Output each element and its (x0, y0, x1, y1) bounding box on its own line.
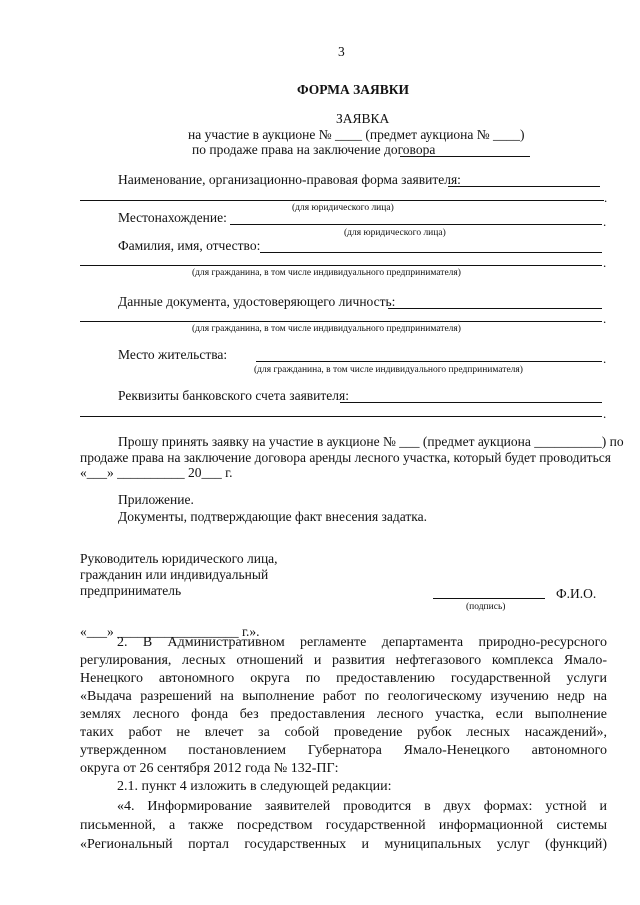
fio-blank (260, 252, 602, 253)
legal-note-1: (для юридического лица) (292, 203, 394, 213)
name-label: Наименование, организационно-правовая форма заявителя: (118, 172, 461, 187)
name-blank-2 (80, 200, 604, 201)
amendment-line-1: 2. В Административном регламенте департамента природно-ресурсного (117, 635, 607, 650)
amendment-line-8: округа от 26 сентября 2012 года № 132-ПГ: (80, 761, 339, 776)
application-line-1: на участие в аукционе № ____ (предмет аукциона № ____) (188, 127, 525, 142)
request-line-1: Прошу принять заявку на участие в аукционе № ___ (предмет аукциона __________) по (118, 434, 624, 449)
location-blank (230, 224, 602, 225)
legal-note-2: (для юридического лица) (344, 228, 446, 238)
citizen-note-3: (для гражданина, в том числе индивидуального предпринимателя) (254, 365, 523, 375)
request-line-2: продаже права на заключение договора аренды лесного участка, который будет проводиться (80, 450, 611, 465)
amendment-line-7: утвержденном постановлением Губернатора Ямало-Ненецкого автономного (80, 743, 607, 758)
signature-blank (433, 598, 545, 599)
id-doc-label: Данные документа, удостоверяющего личность: (118, 294, 396, 309)
attachment-text: Документы, подтверждающие факт внесения задатка. (118, 509, 427, 524)
amendment-line-6: таких работ не влечет за собой проведение рубок лесных насаждений», (80, 725, 607, 740)
amendment-line-2: регулирования, лесных отношений и развития нефтегазового комплекса Ямало- (80, 653, 607, 668)
location-label: Местонахождение: (118, 210, 227, 225)
fio-blank-2 (80, 265, 602, 266)
application-line-2: по продаже права на заключение договора (192, 142, 436, 157)
amendment-line-4: «Выдача разрешений на выполнение работ по геологическому изучению недр на (80, 689, 607, 704)
residence-label: Место жительства: (118, 347, 228, 362)
attachment-label: Приложение. (118, 492, 194, 507)
amendment-p3-line-2: письменной, а также посредством государственной информационной системы (80, 818, 607, 833)
contract-blank (400, 156, 530, 157)
bank-blank-2 (80, 416, 602, 417)
signer-line-2: гражданин или индивидуальный (80, 567, 269, 582)
fio-label: Фамилия, имя, отчество: (118, 238, 261, 253)
citizen-note-1: (для гражданина, в том числе индивидуального предпринимателя) (192, 268, 461, 278)
id-doc-blank (388, 308, 602, 309)
citizen-note-2: (для гражданина, в том числе индивидуального предпринимателя) (192, 324, 461, 334)
bank-blank (340, 402, 602, 403)
amendment-line-5: землях лесного фонда без предоставления лесного участка, если выполнение (80, 707, 607, 722)
signer-line-1: Руководитель юридического лица, (80, 551, 278, 566)
signer-fio: Ф.И.О. (556, 586, 597, 601)
form-title: ФОРМА ЗАЯВКИ (297, 82, 410, 97)
id-doc-blank-2 (80, 321, 602, 322)
signature-note: (подпись) (466, 602, 506, 612)
signature-date: «___» __________________ г.». (80, 624, 260, 639)
name-blank (448, 186, 600, 187)
amendment-p3-line-1: «4. Информирование заявителей проводится в двух формах: устной и (117, 799, 607, 814)
amendment-p3-line-3: «Региональный портал государственных и муниципальных услуг (функций) (80, 837, 607, 852)
application-title: ЗАЯВКА (336, 111, 390, 126)
amendment-line-3: Ненецкого автономного округа по предоставлению государственной услуги (80, 671, 607, 686)
bank-label: Реквизиты банковского счета заявителя: (118, 388, 349, 403)
signer-line-3: предприниматель (80, 583, 182, 598)
residence-blank (256, 361, 602, 362)
amendment-point-2-1: 2.1. пункт 4 изложить в следующей редакции: (117, 779, 392, 794)
request-date: «___» __________ 20___ г. (80, 465, 233, 480)
page-number: 3 (338, 44, 345, 59)
